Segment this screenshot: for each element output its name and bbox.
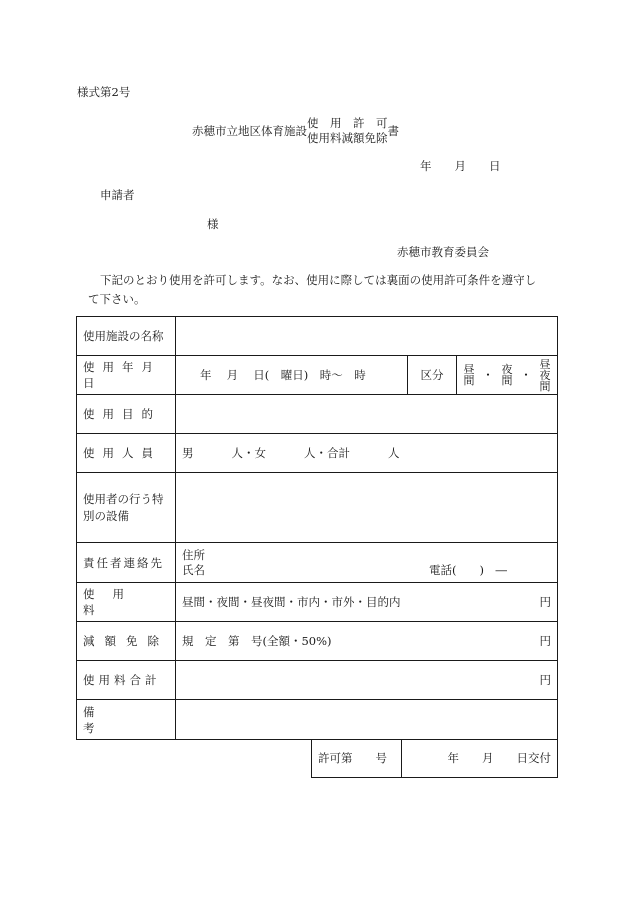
date-label: 使用年月日 <box>77 356 176 395</box>
notice-line-1: 下記のとおり使用を許可します。なお、使用に際しては裏面の使用許可条件を遵守し <box>100 273 537 287</box>
total-yen: 円 <box>539 673 552 687</box>
notice-line-2: て下さい。 <box>88 292 146 306</box>
row-total <box>77 661 558 700</box>
row-date <box>77 356 558 395</box>
row-facility <box>77 317 558 356</box>
kubun-options[interactable] <box>457 356 558 395</box>
total-value[interactable] <box>176 661 558 700</box>
permit-issue-date[interactable]: 年 月 日交付 <box>402 739 558 778</box>
row-people <box>77 434 558 473</box>
purpose-value[interactable] <box>176 395 558 434</box>
date-line: 年 月 日 <box>420 159 501 173</box>
title-option-permit: 使 用 許 可 <box>307 116 388 130</box>
document-title <box>192 116 399 146</box>
separator-dot: ・ <box>520 368 532 382</box>
contact-phone: 電話( ) ― <box>429 562 508 577</box>
facility-label: 使用施設の名称 <box>77 317 176 356</box>
total-unit: 人 <box>388 446 400 460</box>
kubun-label: 区分 <box>408 356 457 395</box>
permit-number[interactable]: 許可第 号 <box>312 739 402 778</box>
contact-value[interactable] <box>176 543 558 583</box>
remarks-value[interactable] <box>176 700 558 740</box>
contact-name: 氏名 <box>182 562 205 577</box>
reduction-label: 減額免除 <box>77 622 176 661</box>
permit-table <box>311 739 558 778</box>
title-stacked-options <box>307 116 388 146</box>
fee-value[interactable] <box>176 583 558 622</box>
form-number: 様式第2号 <box>77 85 131 99</box>
application-form-table <box>76 316 558 740</box>
remarks-label: 備考 <box>77 700 176 740</box>
male-label: 男 <box>182 446 194 460</box>
title-main: 赤穂市立地区体育施設 <box>192 124 307 138</box>
contact-name-phone <box>182 563 551 578</box>
row-purpose <box>77 395 558 434</box>
purpose-label: 使用目的 <box>77 395 176 434</box>
row-equipment <box>77 473 558 543</box>
female-unit: 人・合計 <box>304 446 350 460</box>
row-remarks <box>77 700 558 740</box>
row-fee <box>77 583 558 622</box>
total-label: 使用料合計 <box>77 661 176 700</box>
contact-address: 住所 <box>182 547 205 562</box>
reduction-yen: 円 <box>539 634 552 648</box>
issuer-name: 赤穂市教育委員会 <box>397 245 489 259</box>
contact-label: 責任者連絡先 <box>77 543 176 583</box>
reduction-rule: 規 定 第 号(全額・50%) <box>182 634 332 648</box>
option-daytime[interactable]: 昼 間 <box>463 363 475 387</box>
row-reduction <box>77 622 558 661</box>
date-value[interactable]: 年 月 日( 曜日) 時～ 時 <box>176 356 408 395</box>
fee-yen: 円 <box>539 595 552 609</box>
fee-label: 使用料 <box>77 583 176 622</box>
title-suffix: 書 <box>387 124 399 138</box>
kubun-option-group <box>463 359 551 392</box>
row-contact <box>77 543 558 583</box>
people-value[interactable] <box>176 434 558 473</box>
equipment-label: 使用者の行う特 別の設備 <box>77 473 176 543</box>
people-label: 使用人員 <box>77 434 176 473</box>
male-unit: 人・女 <box>231 446 266 460</box>
honorific-sama: 様 <box>207 217 219 231</box>
reduction-value[interactable] <box>176 622 558 661</box>
option-day-and-night[interactable]: 昼 夜 間 <box>539 357 551 393</box>
equipment-value[interactable] <box>176 473 558 543</box>
title-option-reduction: 使用料減額免除 <box>307 131 388 145</box>
separator-dot: ・ <box>482 368 494 382</box>
option-nighttime[interactable]: 夜 間 <box>501 363 513 387</box>
fee-categories: 昼間・夜間・昼夜間・市内・市外・目的内 <box>182 595 401 609</box>
applicant-label: 申請者 <box>100 188 135 202</box>
facility-value[interactable] <box>176 317 558 356</box>
